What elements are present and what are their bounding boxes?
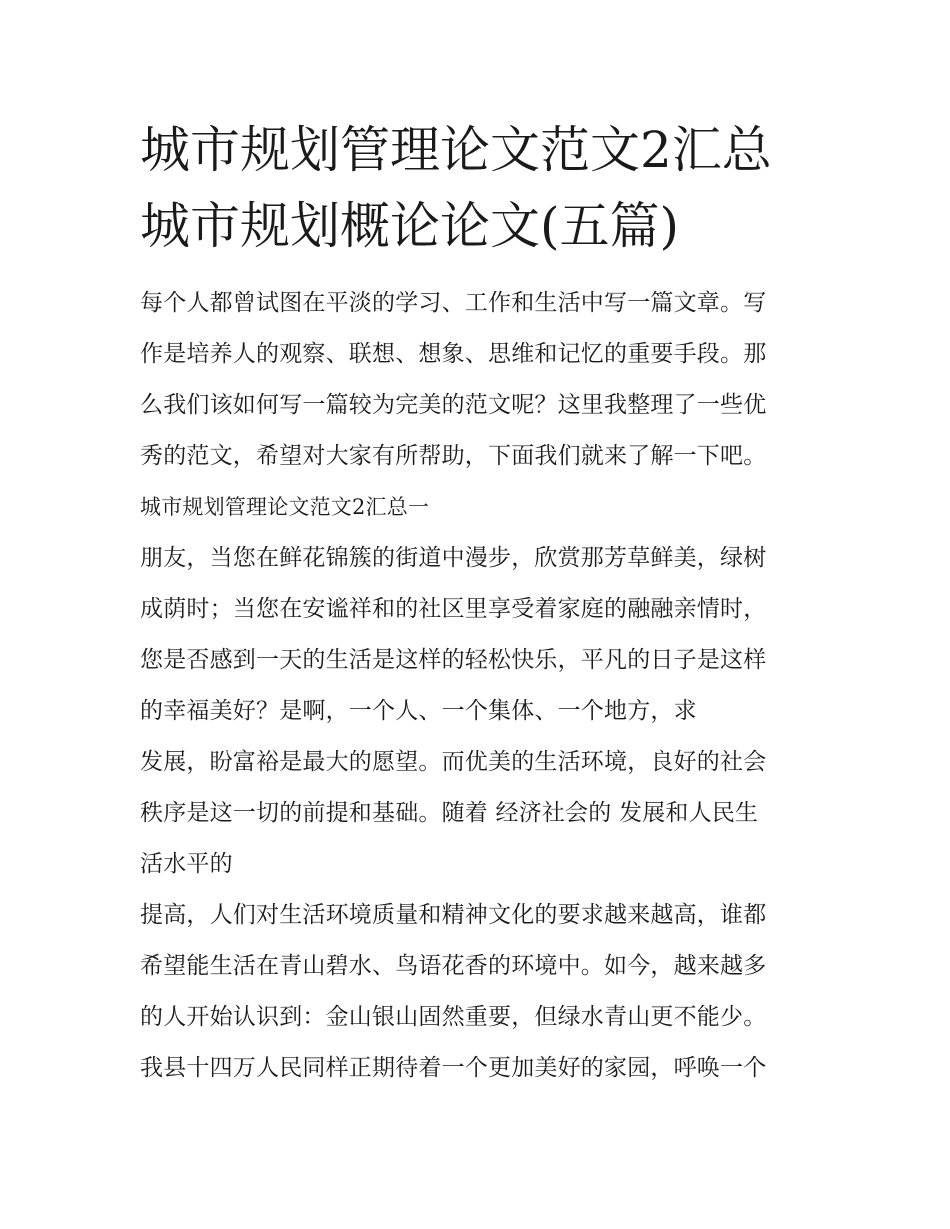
body-line: 希望能生活在青山碧水、鸟语花香的环境中。如今，越来越多 [140,953,767,979]
body-line: 发展，盼富裕是最大的愿望。而优美的生活环境，良好的社会 [140,749,767,775]
body-line: 朋友，当您在鲜花锦簇的街道中漫步，欣赏那芳草鲜美，绿树 [140,545,767,571]
body-line: 每个人都曾试图在平淡的学习、工作和生活中写一篇文章。写 [140,290,767,316]
body-line: 成荫时；当您在安谧祥和的社区里享受着家庭的融融亲情时， [140,596,767,622]
title-line-2: 城市规划概论论文(五篇) [140,197,680,255]
section-heading: 城市规划管理论文范文2汇总一 [140,495,430,519]
title-line-1: 城市规划管理论文范文2汇总 [140,121,772,179]
body-line: 活水平的 [140,851,233,877]
body-line: 的人开始认识到：金山银山固然重要，但绿水青山更不能少。 [140,1004,767,1030]
body-line: 么我们该如何写一篇较为完美的范文呢？这里我整理了一些优 [140,392,767,418]
body-line: 的幸福美好？是啊，一个人、一个集体、一个地方，求 [140,698,697,724]
body-line: 秀的范文，希望对大家有所帮助，下面我们就来了解一下吧。 [140,443,767,469]
document-title [140,112,840,264]
document-body [140,278,820,1094]
body-line: 作是培养人的观察、联想、想象、思维和记忆的重要手段。那 [140,341,767,367]
body-line: 秩序是这一切的前提和基础。随着 经济社会的 发展和人民生 [140,800,759,826]
body-line: 提高，人们对生活环境质量和精神文化的要求越来越高，谁都 [140,902,767,928]
body-line: 我县十四万人民同样正期待着一个更加美好的家园，呼唤一个 [140,1055,767,1081]
body-line: 您是否感到一天的生活是这样的轻松快乐，平凡的日子是这样 [140,647,767,673]
